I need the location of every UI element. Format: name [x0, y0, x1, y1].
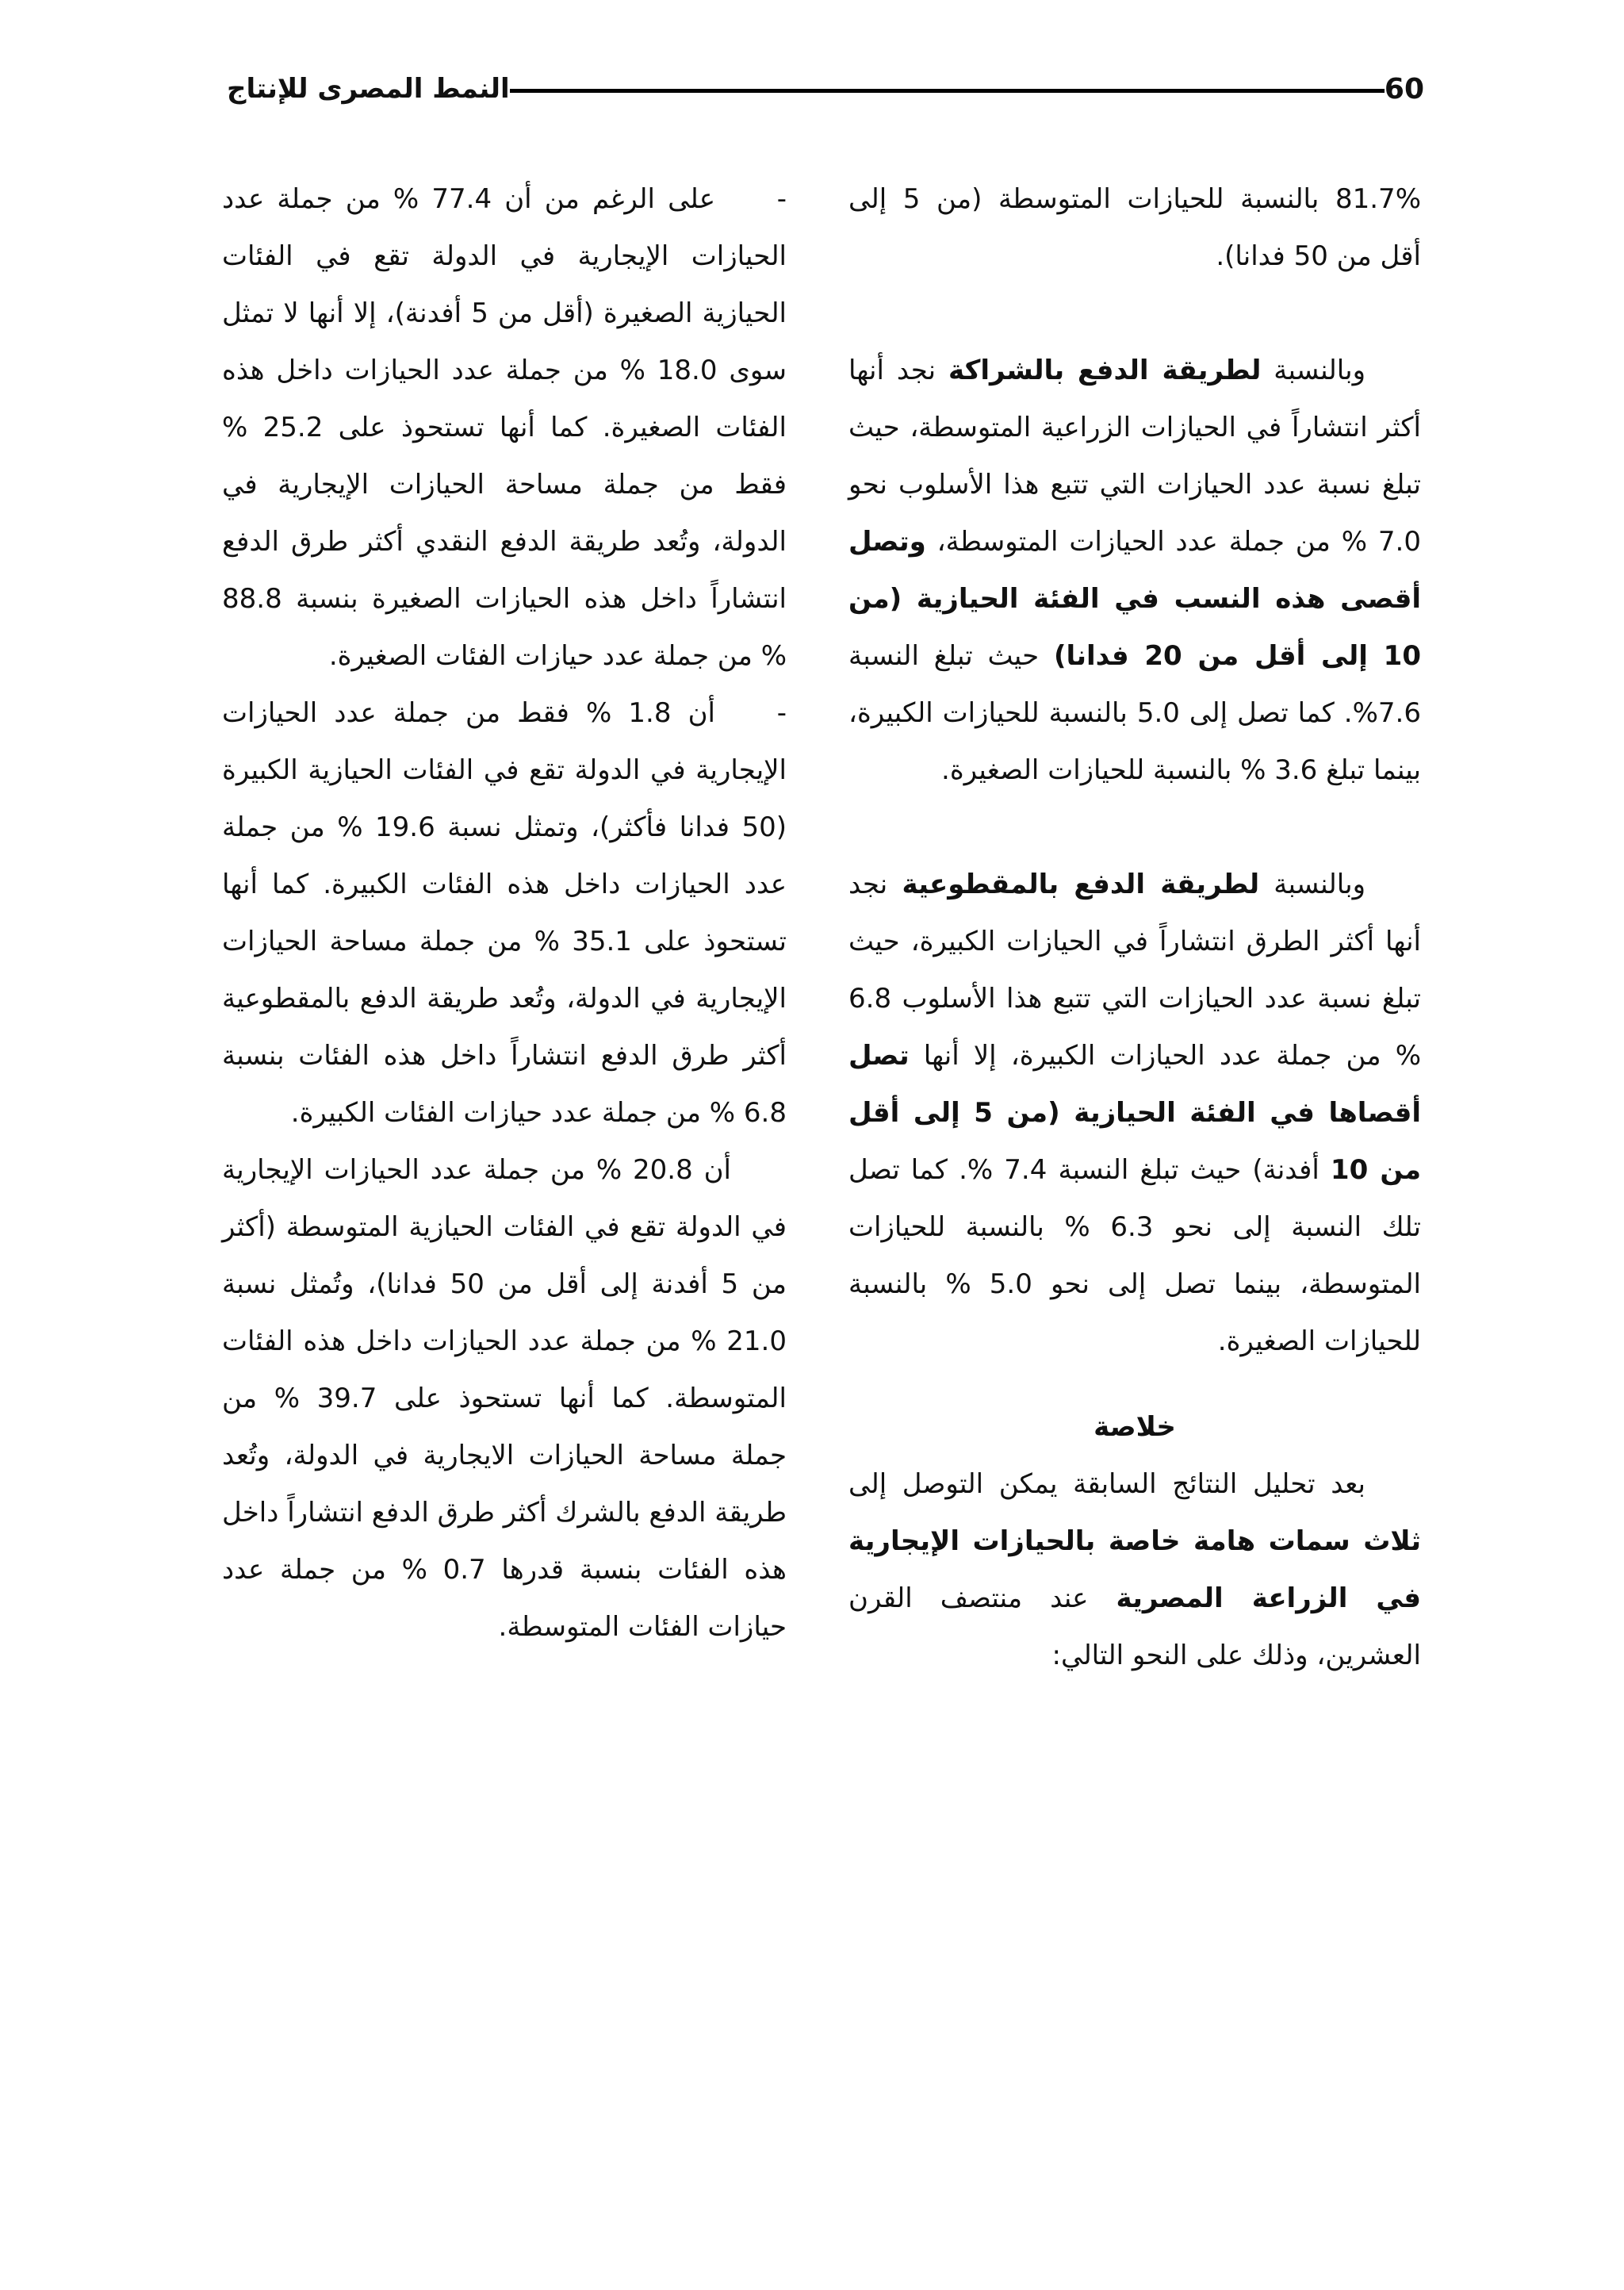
paragraph-partnership-payment: وبالنسبة لطريقة الدفع بالشراكة نجد أنها أكثر انتشاراً في الحيازات الزراعية المتوسطة، حيث تبلغ نسبة عدد الحيازات التي تتبع هذا الأسلوب نحو 7.0 % من جملة عدد الحيازات المتوسطة، وتصل أقصى هذه النسب في الفئة الحيازية (من 10 إلى أقل من 20 فدانا) حيث تبلغ النسبة 7.6%. كما تصل إلى 5.0 بالنسبة للحيازات الكبيرة، بينما تبلغ 3.6 % بالنسبة للحيازات الصغيرة.	[848, 355, 1421, 786]
bold-term-partnership: لطريقة الدفع بالشراكة	[948, 355, 1262, 386]
running-title: النمط المصرى للإنتاج	[227, 73, 510, 105]
right-column	[848, 171, 1421, 1684]
bold-max-category: تصل أقصاها في الفئة الحيازية (من 5 إلى أقل من 10	[848, 1040, 1422, 1186]
page-number: 60	[1384, 72, 1424, 105]
list-item: أن 20.8 % من جملة عدد الحيازات الإيجارية في الدولة تقع في الفئات الحيازية المتوسطة (أكثر من 5 أفدنة إلى أقل من 50 فدانا)، وتُمثل نسبة 21.0 % من جملة عدد الحيازات داخل هذه الفئات المتوسطة. كما أنها تستحوذ على 39.7 % من جملة مساحة الحيازات الايجارية في الدولة، وتُعد طريقة الدفع بالشرك أكثر طرق الدفع انتشاراً داخل هذه الفئات بنسبة قدرها 0.7 % من جملة عدد حيازات الفئات المتوسطة.	[222, 1154, 787, 1643]
bullet-dash: -	[776, 697, 787, 729]
paragraph-lump-sum-payment: وبالنسبة لطريقة الدفع بالمقطوعية نجد أنها أكثر الطرق انتشاراً في الحيازات الكبيرة، حيث تبلغ نسبة عدد الحيازات التي تتبع هذا الأسلوب 6.8 % من جملة عدد الحيازات الكبيرة، إلا أنها تصل أقصاها في الفئة الحيازية (من 5 إلى أقل من 10 أفدنة) حيث تبلغ النسبة 7.4 %. كما تصل تلك النسبة إلى نحو 6.3 % بالنسبة للحيازات المتوسطة، بينما تصل إلى نحو 5.0 % بالنسبة للحيازات الصغيرة.	[848, 869, 1422, 1357]
page-header	[216, 65, 1437, 113]
bullet-dash: -	[776, 183, 787, 215]
left-column	[222, 171, 787, 1655]
bold-three-features: ثلاث سمات هامة خاصة بالحيازات الإيجارية في الزراعة المصرية	[848, 1525, 1422, 1614]
header-rule	[510, 89, 1385, 93]
bold-term-lump-sum: لطريقة الدفع بالمقطوعية	[902, 869, 1260, 900]
paragraph-summary: بعد تحليل النتائج السابقة يمكن التوصل إلى ثلاث سمات هامة خاصة بالحيازات الإيجارية في الزراعة المصرية عند منتصف القرن العشرين، وذلك على النحو التالي:	[848, 1468, 1422, 1671]
list-item: -على الرغم من أن 77.4 % من جملة عدد الحيازات الإيجارية في الدولة تقع في الفئات الحيازية الصغيرة (أقل من 5 أفدنة)، إلا أنها لا تمثل سوى 18.0 % من جملة عدد الحيازات داخل هذه الفئات الصغيرة. كما أنها تستحوذ على 25.2 % فقط من جملة مساحة الحيازات الإيجارية في الدولة، وتُعد طريقة الدفع النقدي أكثر طرق الدفع انتشاراً داخل هذه الحيازات الصغيرة بنسبة 88.8 % من جملة عدد حيازات الفئات الصغيرة.	[222, 171, 787, 685]
paragraph-continued: 81.7% بالنسبة للحيازات المتوسطة (من 5 إلى أقل من 50 فدانا).	[848, 183, 1421, 272]
bold-max-category: وتصل أقصى هذه النسب في الفئة الحيازية (من 10 إلى أقل من 20 فدانا)	[848, 526, 1421, 672]
list-item: -أن 1.8 % فقط من جملة عدد الحيازات الإيجارية في الدولة تقع في الفئات الحيازية الكبيرة (50 فدانا فأكثر)، وتمثل نسبة 19.6 % من جملة عدد الحيازات داخل هذه الفئات الكبيرة. كما أنها تستحوذ على 35.1 % من جملة مساحة الحيازات الإيجارية في الدولة، وتُعد طريقة الدفع بالمقطوعية أكثر طرق الدفع انتشاراً داخل هذه الفئات بنسبة 6.8 % من جملة عدد حيازات الفئات الكبيرة.	[222, 685, 787, 1141]
section-heading-summary: خلاصة	[1094, 1411, 1176, 1443]
